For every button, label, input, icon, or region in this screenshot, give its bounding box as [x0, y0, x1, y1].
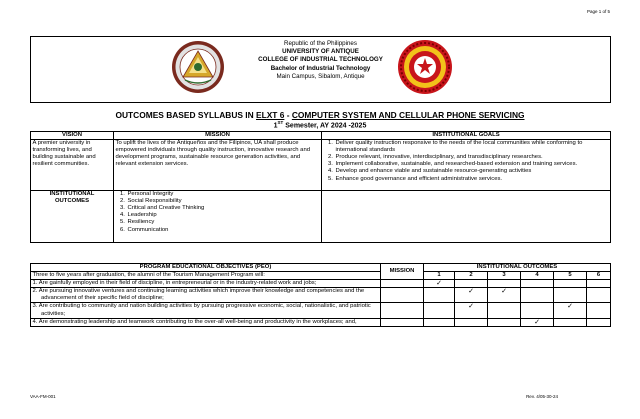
- page-number: Page 1 of 5: [586, 9, 610, 14]
- outcome-column-5: 5: [554, 272, 587, 280]
- outcome-column-3: 3: [488, 272, 521, 280]
- outcome-item: 3. Critical and Creative Thinking: [127, 205, 320, 212]
- check-cell: [521, 280, 554, 288]
- republic-line: Republic of the Philippines: [284, 40, 357, 47]
- peo-intro: Three to five years after graduation, the alumni of the Tourism Management Program will:: [31, 272, 381, 280]
- vision-heading: VISION: [31, 132, 114, 140]
- check-mark-icon: ✓: [488, 288, 521, 303]
- check-cell: [587, 280, 611, 288]
- peo-row-mission-cell: [381, 303, 424, 318]
- outcome-column-4: 4: [521, 272, 554, 280]
- mission-heading: MISSION: [114, 132, 322, 140]
- institutional-goals-list: [322, 140, 611, 191]
- institutional-outcomes-list: [114, 191, 322, 243]
- institutional-outcomes-heading: INSTITUTIONAL OUTCOMES: [31, 191, 114, 243]
- check-mark-icon: ✓: [424, 280, 455, 288]
- goal-item: 3. Implement collaborative, sustainable, and researched-based extension and training services.: [335, 161, 609, 168]
- check-cell: [521, 288, 554, 303]
- peo-row-text: 1. Are gainfully employed in their field of discipline, in entrepreneurial or in the industry-related work and jobs;: [31, 280, 381, 288]
- peo-row-text: 2. Are pursuing innovative ventures and continuing learning activities which improve their knowledge and competencies and the advancement of their specific field of discipline;: [31, 288, 381, 303]
- check-cell: [554, 318, 587, 326]
- check-mark-icon: ✓: [521, 318, 554, 326]
- outcome-column-2: 2: [455, 272, 488, 280]
- course-name: COMPUTER SYSTEM AND CELLULAR PHONE SERVICING: [291, 110, 525, 120]
- peo-heading: PROGRAM EDUCATIONAL OBJECTIVES (PEO): [31, 264, 381, 272]
- peo-row: [31, 318, 611, 326]
- check-cell: [424, 318, 455, 326]
- outcome-item: 1. Personal Integrity: [127, 191, 320, 198]
- campus-address: Main Campus, Sibalom, Antique: [276, 72, 365, 80]
- peo-row-mission-cell: [381, 288, 424, 303]
- check-cell: [587, 303, 611, 318]
- syllabus-title: [0, 110, 640, 120]
- check-cell: [424, 288, 455, 303]
- college-seal-logo: [397, 39, 453, 95]
- form-code: VAA-FM-001: [30, 394, 56, 399]
- goal-item: 2. Produce relevant, innovative, interdisciplinary, and transdisciplinary researches.: [335, 154, 609, 161]
- semester-ordinal-suffix: ST: [277, 120, 284, 125]
- semester-text: Semester, AY 2024 -2025: [283, 122, 367, 130]
- peo-row-mission-cell: [381, 280, 424, 288]
- peo-row-text: 4. Are demonstrating leadership and teamwork contributing to the over-all well-being and productivity in the workplaces; and,: [31, 318, 381, 326]
- university-seal-logo: [171, 40, 225, 94]
- check-cell: [587, 288, 611, 303]
- vision-text: A premier university in transforming lives, and building sustainable and resilient communities.: [31, 140, 114, 191]
- peo-row: [31, 303, 611, 318]
- vision-mission-goals-table: [30, 131, 611, 243]
- check-cell: [488, 280, 521, 288]
- semester-line: [0, 120, 640, 129]
- check-cell: [488, 318, 521, 326]
- peo-row-text: 3. Are contributing to community and nation building activities by pursuing progressive economic, social, nationalistic, and patriotic activities;: [31, 303, 381, 318]
- check-cell: [424, 303, 455, 318]
- outcome-column-6: 6: [587, 272, 611, 280]
- college-name: COLLEGE OF INDUSTRIAL TECHNOLOGY: [258, 56, 383, 64]
- revision-code: Rev. 4/05-30-24: [526, 394, 558, 399]
- outcome-item: 4. Leadership: [127, 212, 320, 219]
- goal-item: 5. Enhance good governance and efficient administrative services.: [335, 176, 609, 183]
- peo-mission-heading: MISSION: [381, 264, 424, 280]
- peo-institutional-outcomes-heading: INSTITUTIONAL OUTCOMES: [424, 264, 611, 272]
- outcomes-blank-cell: [322, 191, 611, 243]
- program-name: Bachelor of Industrial Technology: [270, 64, 371, 72]
- institutional-goals-heading: INSTITUTIONAL GOALS: [322, 132, 611, 140]
- check-cell: [455, 318, 488, 326]
- peo-row: [31, 288, 611, 303]
- mission-text: To uplift the lives of the Antiqueños and the Filipinos, UA shall produce empowered individuals through quality instruction, innovative research and development programs, sustainable resource generation activities, and relevant extension services.: [114, 140, 322, 191]
- letterhead-text: [31, 40, 610, 81]
- outcome-item: 2. Social Responsibility: [127, 198, 320, 205]
- peo-row: [31, 280, 611, 288]
- check-mark-icon: ✓: [554, 303, 587, 318]
- outcome-item: 5. Resiliency: [127, 219, 320, 226]
- check-mark-icon: ✓: [455, 303, 488, 318]
- check-mark-icon: ✓: [455, 288, 488, 303]
- letterhead-box: [30, 36, 611, 103]
- peo-row-mission-cell: [381, 318, 424, 326]
- check-cell: [521, 303, 554, 318]
- outcome-column-1: 1: [424, 272, 455, 280]
- goal-item: 1. Deliver quality instruction responsive to the needs of the local communities while conforming to international standards: [335, 140, 609, 154]
- check-cell: [587, 318, 611, 326]
- check-cell: [554, 280, 587, 288]
- goal-item: 4. Develop and enhance viable and sustainable resource-generating activities: [335, 168, 609, 175]
- title-prefix: OUTCOMES BASED SYLLABUS IN: [115, 110, 257, 120]
- peo-table: [30, 263, 611, 327]
- check-cell: [455, 280, 488, 288]
- course-code: ELXT 6: [256, 110, 285, 120]
- outcome-item: 6. Communication: [127, 227, 320, 234]
- semester-ordinal: 1: [273, 122, 278, 130]
- check-cell: [554, 288, 587, 303]
- check-cell: [488, 303, 521, 318]
- title-separator: -: [284, 110, 292, 120]
- university-name: UNIVERSITY OF ANTIQUE: [282, 48, 359, 56]
